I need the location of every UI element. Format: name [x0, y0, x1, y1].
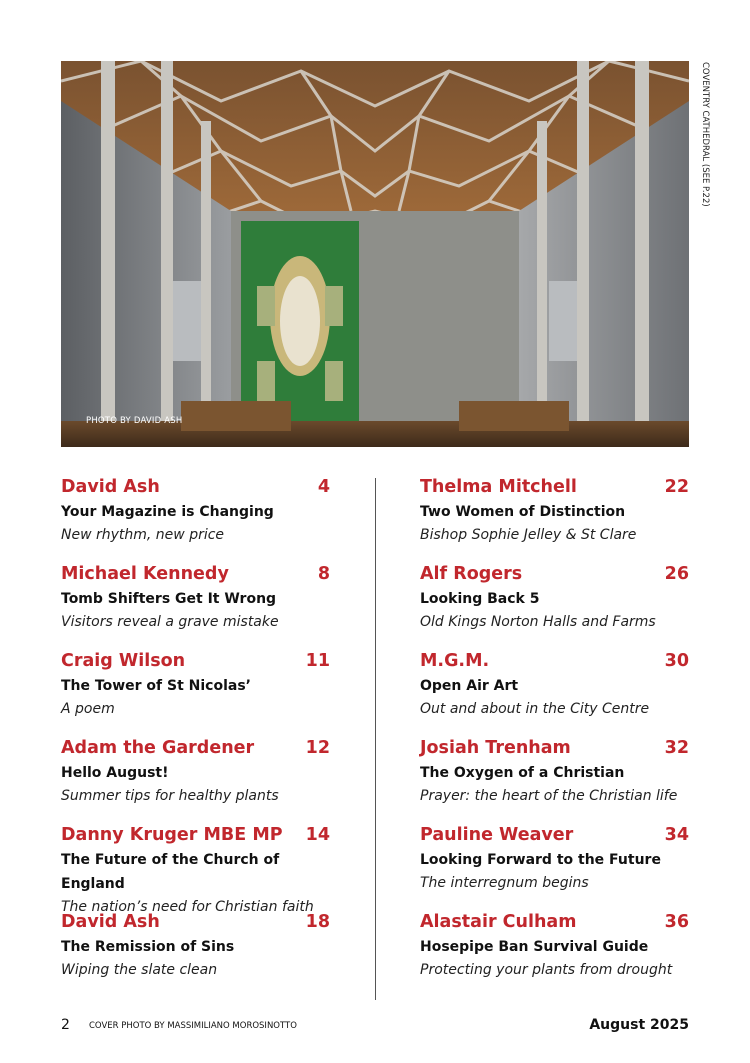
- entry-title: The Tower of St Nicolas’: [61, 678, 251, 694]
- entry-author: Pauline Weaver: [420, 825, 574, 845]
- entry-author-line: [61, 562, 330, 586]
- entry-subtitle: Visitors reveal a grave mistake: [61, 614, 279, 630]
- entry-author-line: [420, 736, 689, 760]
- entry-title: Tomb Shifters Get It Wrong: [61, 591, 277, 607]
- entry-author-line: [61, 475, 330, 499]
- entry-author: Michael Kennedy: [61, 564, 229, 584]
- entry-page-number: 36: [664, 912, 689, 932]
- entry-author: Alastair Culham: [420, 912, 577, 932]
- contents-entry[interactable]: [420, 475, 689, 562]
- contents-entry[interactable]: [61, 823, 330, 915]
- entry-page-number: 14: [305, 825, 330, 845]
- entry-author-line: [420, 562, 689, 586]
- entry-subtitle: Prayer: the heart of the Christian life: [420, 788, 678, 804]
- entry-author-line: [420, 475, 689, 499]
- entry-author: David Ash: [61, 912, 160, 932]
- entry-title: The Future of the Church of England: [61, 852, 280, 892]
- entry-page-number: 26: [664, 564, 689, 584]
- contents-entry[interactable]: [61, 475, 330, 562]
- entry-subtitle: Wiping the slate clean: [61, 962, 218, 978]
- entry-author-line: [420, 823, 689, 847]
- entry-subtitle: A poem: [61, 701, 115, 717]
- page-number: 2: [61, 1017, 70, 1033]
- entry-title: The Remission of Sins: [61, 939, 235, 955]
- entry-page-number: 22: [664, 477, 689, 497]
- entry-author-line: [61, 649, 330, 673]
- entry-author-line: [61, 910, 330, 934]
- entry-title: Looking Back 5: [420, 591, 540, 607]
- entry-subtitle: Summer tips for healthy plants: [61, 788, 279, 804]
- entry-author: Craig Wilson: [61, 651, 186, 671]
- entry-page-number: 18: [305, 912, 330, 932]
- entry-page-number: 11: [305, 651, 330, 671]
- entry-author: Danny Kruger MBE MP: [61, 825, 283, 845]
- entry-title: Open Air Art: [420, 678, 519, 694]
- entry-author: Thelma Mitchell: [420, 477, 577, 497]
- entry-author-line: [420, 910, 689, 934]
- entry-page-number: 30: [664, 651, 689, 671]
- entry-subtitle: The interregnum begins: [420, 875, 589, 891]
- cover-caption-text: COVENTRY CATHEDRAL (SEE P.22): [700, 62, 710, 207]
- entry-title: Your Magazine is Changing: [61, 504, 274, 520]
- entry-author: David Ash: [61, 477, 160, 497]
- entry-subtitle: Old Kings Norton Halls and Farms: [420, 614, 656, 630]
- contents-entry[interactable]: [420, 562, 689, 649]
- entry-page-number: 34: [664, 825, 689, 845]
- entry-title: Two Women of Distinction: [420, 504, 626, 520]
- entry-page-number: 12: [305, 738, 330, 758]
- entry-subtitle: The nation’s need for Christian faith: [61, 899, 314, 915]
- entry-author-line: [61, 736, 330, 760]
- contents-right-column: [420, 475, 689, 997]
- column-divider: [375, 478, 376, 1000]
- entry-subtitle: Out and about in the City Centre: [420, 701, 650, 717]
- entry-author-line: [420, 649, 689, 673]
- cover-photo-credit: COVER PHOTO BY MASSIMILIANO MOROSINOTTO: [89, 1021, 297, 1031]
- contents-left-column: [61, 475, 330, 997]
- issue-date: August 2025: [589, 1017, 689, 1033]
- contents-entry[interactable]: [61, 562, 330, 649]
- contents-entry[interactable]: [420, 823, 689, 910]
- contents-entry[interactable]: [61, 910, 330, 997]
- entry-title: Hosepipe Ban Survival Guide: [420, 939, 649, 955]
- contents-entry[interactable]: [420, 649, 689, 736]
- entry-title: The Oxygen of a Christian: [420, 765, 625, 781]
- entry-author: Josiah Trenham: [420, 738, 571, 758]
- contents-entry[interactable]: [420, 736, 689, 823]
- entry-subtitle: New rhythm, new price: [61, 527, 225, 543]
- entry-page-number: 8: [317, 564, 330, 584]
- entry-page-number: 32: [664, 738, 689, 758]
- cover-caption: [696, 62, 710, 262]
- entry-subtitle: Bishop Sophie Jelley & St Clare: [420, 527, 637, 543]
- photo-credit: PHOTO BY DAVID ASH: [86, 416, 183, 426]
- cathedral-illustration: [61, 61, 689, 447]
- entry-title: Hello August!: [61, 765, 169, 781]
- entry-subtitle: Protecting your plants from drought: [420, 962, 673, 978]
- entry-author: Adam the Gardener: [61, 738, 255, 758]
- entry-author: M.G.M.: [420, 651, 490, 671]
- contents-entry[interactable]: [61, 736, 330, 823]
- cathedral-photo: [61, 61, 689, 447]
- entry-title: Looking Forward to the Future: [420, 852, 661, 868]
- contents-entry[interactable]: [420, 910, 689, 997]
- entry-author-line: [61, 823, 330, 847]
- contents-entry[interactable]: [61, 649, 330, 736]
- entry-author: Alf Rogers: [420, 564, 523, 584]
- entry-page-number: 4: [317, 477, 330, 497]
